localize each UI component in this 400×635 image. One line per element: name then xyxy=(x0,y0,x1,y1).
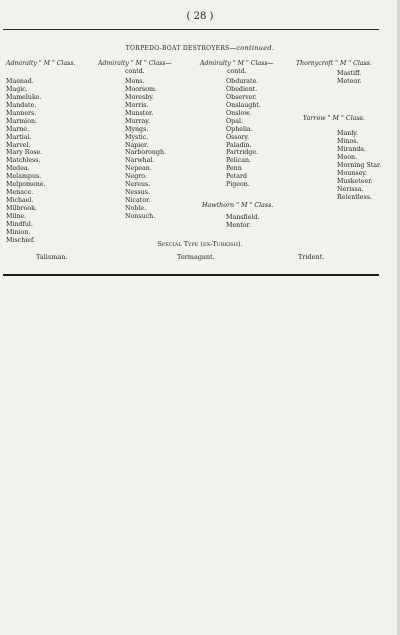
list-item: Marne. xyxy=(6,125,29,133)
column-header-3-text: Admiralty " M " Class— xyxy=(200,60,274,67)
list-item: Manners. xyxy=(6,109,37,117)
list-item: Pelican. xyxy=(226,157,252,165)
list-item: Moon. xyxy=(337,153,358,161)
list-item: Menace. xyxy=(6,189,34,197)
list-item: Noble. xyxy=(125,205,147,212)
list-item: Mary Rose. xyxy=(6,149,43,157)
list-item: Nepean. xyxy=(125,165,152,173)
list-item: Matchless. xyxy=(6,157,41,165)
list-item: Opal. xyxy=(226,117,243,125)
section-title xyxy=(0,44,400,52)
column-4-list xyxy=(337,70,362,86)
list-item: Moresby. xyxy=(125,93,154,101)
bottom-rule xyxy=(3,274,379,276)
list-item: Napier. xyxy=(125,141,149,149)
special-item: Talisman. xyxy=(36,253,68,261)
column-header-1 xyxy=(6,60,76,68)
column-header-3 xyxy=(200,60,274,75)
list-item: Mansfield. xyxy=(226,214,260,221)
special-type-heading-text: Special Type (ex-Turkish). xyxy=(157,240,243,248)
list-item: Mindful. xyxy=(6,220,33,228)
list-item: Milbrook. xyxy=(6,205,37,212)
list-item: Munster. xyxy=(125,109,154,117)
list-item: Relentless. xyxy=(337,193,372,201)
list-item: Onslaught. xyxy=(226,101,261,109)
column-4-subheader: Yarrow " M " Class. xyxy=(303,115,365,122)
list-item: Pigeon. xyxy=(226,181,250,189)
list-item: Morning Star. xyxy=(337,161,382,169)
column-header-3-sub: contd. xyxy=(227,67,247,75)
list-item: Penn xyxy=(226,165,242,173)
list-item: Obedient. xyxy=(226,85,258,93)
list-item: Minos. xyxy=(337,137,359,145)
list-item: Marmion. xyxy=(6,117,38,125)
list-item: Mastiff. xyxy=(337,70,362,77)
list-item: Nonsuch. xyxy=(125,212,156,220)
list-item: Maenad. xyxy=(6,78,34,85)
list-item: Ophelia. xyxy=(226,125,253,133)
section-title-text: TORPEDO-BOAT DESTROYERS xyxy=(125,45,230,52)
list-item: Nerissa. xyxy=(337,185,364,193)
list-item: Minion. xyxy=(6,228,31,236)
list-item: Paladin. xyxy=(226,141,252,149)
list-item: Manly. xyxy=(337,130,358,137)
list-item: Onslow. xyxy=(226,109,251,117)
column-1-list xyxy=(6,78,46,245)
column-header-2-text: Admiralty " M " Class— xyxy=(98,60,172,67)
list-item: Medea. xyxy=(6,165,30,173)
special-item: Trident. xyxy=(298,253,325,261)
list-item: Nicator. xyxy=(125,197,151,205)
list-item: Moorsom. xyxy=(125,85,158,93)
list-item: Mischief. xyxy=(6,236,36,244)
list-item: Negro. xyxy=(125,173,147,181)
column-header-1-text: Admiralty " M " Class. xyxy=(6,60,76,67)
list-item: Martial. xyxy=(6,133,32,141)
list-item: Mystic. xyxy=(125,133,149,141)
list-item: Milne. xyxy=(6,212,27,220)
list-item: Narborough. xyxy=(125,149,167,157)
column-3-sublist xyxy=(226,214,259,230)
list-item: Meteor. xyxy=(337,77,362,85)
list-item: Miranda. xyxy=(337,145,367,153)
column-4-sublist xyxy=(337,130,381,201)
list-item: Nereus. xyxy=(125,181,151,189)
column-header-4 xyxy=(296,60,372,68)
special-type-heading xyxy=(0,240,400,248)
list-item: Murray. xyxy=(125,117,150,125)
list-item: Obdurate. xyxy=(226,78,259,85)
column-header-2-sub: contd. xyxy=(125,67,145,75)
list-item: Mandate. xyxy=(6,101,37,109)
list-item: Melampus. xyxy=(6,173,42,181)
list-item: Magic. xyxy=(6,85,28,93)
list-item: Mons. xyxy=(125,78,145,85)
section-title-suffix: —continued. xyxy=(229,44,275,52)
list-item: Marvel. xyxy=(6,141,31,149)
list-item: Myngs. xyxy=(125,125,149,133)
column-3-list xyxy=(226,78,261,189)
list-item: Michael. xyxy=(6,197,34,205)
list-item: Observer. xyxy=(226,93,257,101)
list-item: Ossory. xyxy=(226,133,250,141)
page-number: ( 28 ) xyxy=(186,11,214,22)
column-header-2 xyxy=(98,60,172,75)
column-2-list xyxy=(125,78,166,221)
special-item: Termagant. xyxy=(177,253,215,261)
top-rule xyxy=(3,29,379,30)
list-item: Nessus. xyxy=(125,189,150,197)
list-item: Partridge. xyxy=(226,149,259,157)
column-header-4-text: Thornycroft " M " Class. xyxy=(296,60,372,67)
list-item: Melpomene. xyxy=(6,181,46,189)
list-item: Mentor. xyxy=(226,221,251,229)
list-item: Musketeer. xyxy=(337,177,373,185)
column-3-subheader: Hawthorn " M " Class. xyxy=(202,202,274,209)
list-item: Mounsey. xyxy=(337,169,368,177)
list-item: Narwhal. xyxy=(125,157,155,165)
list-item: Petard xyxy=(226,173,248,181)
list-item: Morris. xyxy=(125,101,149,109)
list-item: Mameluke. xyxy=(6,93,42,101)
